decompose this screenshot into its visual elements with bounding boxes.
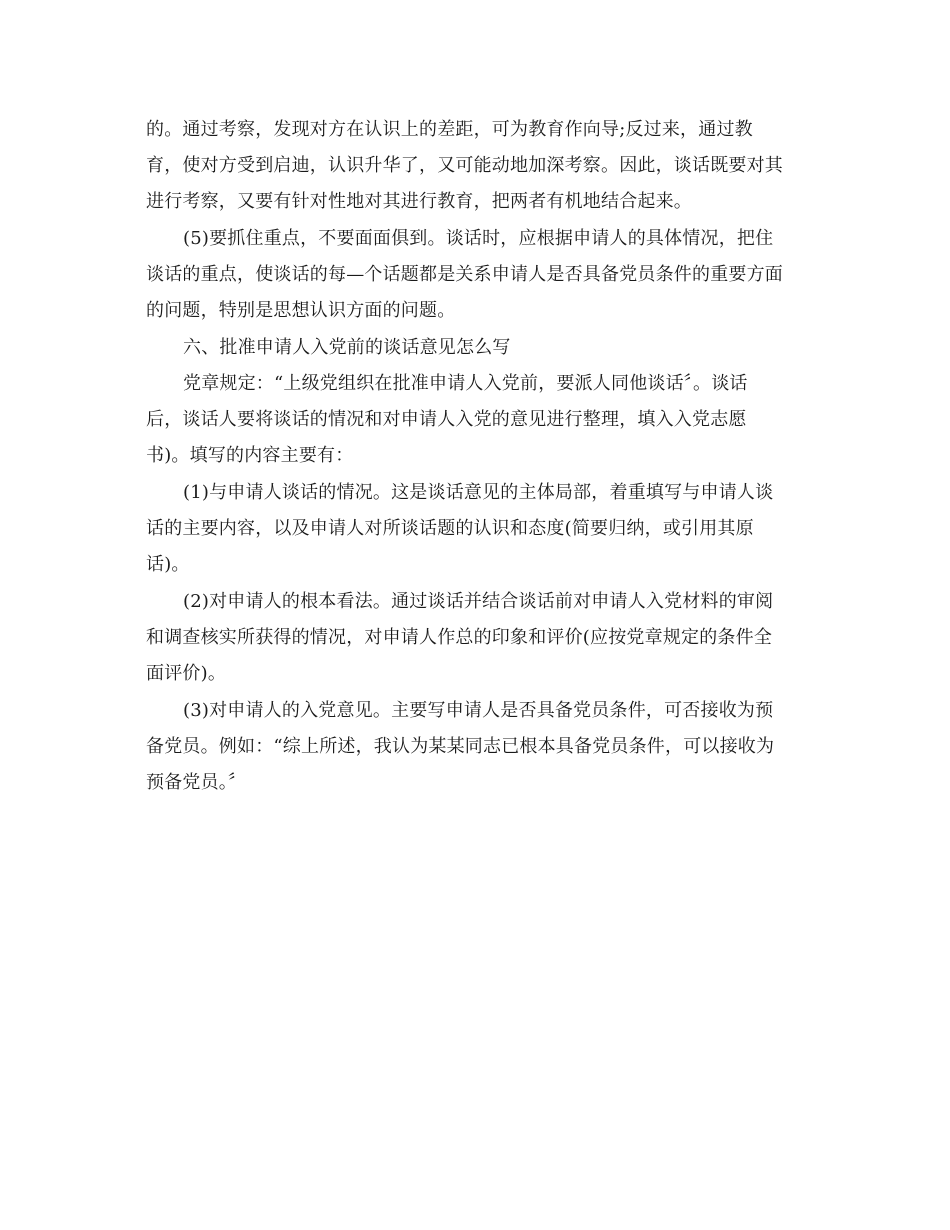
paragraph-first-line: (2)对申请人的根本看法。通过谈话并结合谈话前对申请人入党材料的审阅 (183, 591, 774, 612)
paragraph-first-line: (1)与申请人谈话的情况。这是谈话意见的主体局部，着重填写与申请人谈 (183, 482, 774, 503)
text-line: 的。通过考察，发现对方在认识上的差距，可为教育作向导;反过来，通过教 (146, 119, 753, 140)
paragraph-first-line: 党章规定：“上级党组织在批准申请人入党前，要派人同他谈话〞。谈话 (183, 373, 748, 394)
text-line: 预备党员。〞 (146, 772, 247, 793)
text-line: 的问题，特别是思想认识方面的问题。 (146, 300, 456, 321)
text-line: 育，使对方受到启迪，认识升华了，又可能动地加深考察。因此，谈话既要对其 (146, 155, 783, 176)
text-line: 备党员。例如：“综上所述，我认为某某同志已根本具备党员条件，可以接收为 (146, 736, 775, 757)
paragraph-first-line: (5)要抓住重点，不要面面俱到。谈话时，应根据申请人的具体情况，把住 (183, 228, 774, 249)
text-line: 话)。 (146, 554, 190, 575)
paragraph-first-line: (3)对申请人的入党意见。主要写申请人是否具备党员条件，可否接收为预 (183, 700, 774, 721)
text-line: 书)。填写的内容主要有： (146, 445, 354, 466)
section-heading: 六、批准申请人入党前的谈话意见怎么写 (183, 337, 511, 358)
text-line: 后，谈话人要将谈话的情况和对申请人入党的意见进行整理，填入入党志愿 (146, 409, 747, 430)
text-line: 进行考察，又要有针对性地对其进行教育，把两者有机地结合起来。 (146, 191, 692, 212)
text-line: 面评价)。 (146, 663, 227, 684)
text-line: 和调查核实所获得的情况，对申请人作总的印象和评价(应按党章规定的条件全 (146, 627, 773, 648)
text-line: 谈话的重点，使谈话的每—个话题都是关系申请人是否具备党员条件的重要方面 (146, 264, 783, 285)
text-line: 话的主要内容，以及申请人对所谈话题的认识和态度(简要归纳，或引用其原 (146, 518, 754, 539)
